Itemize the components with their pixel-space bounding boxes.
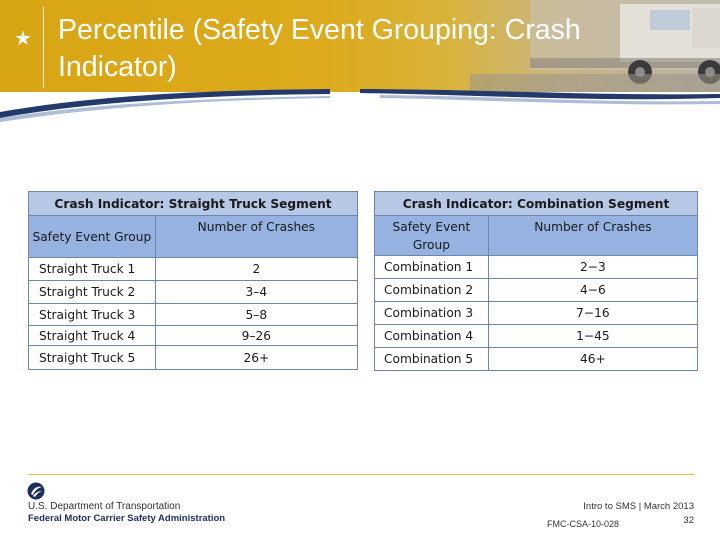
crashes-cell: 2−3 bbox=[488, 256, 697, 279]
table-row bbox=[29, 258, 358, 281]
crashes-cell: 9–26 bbox=[155, 326, 357, 346]
crashes-cell: 1−45 bbox=[488, 325, 697, 348]
page-title: Percentile (Safety Event Grouping: Crash Indicator) bbox=[58, 14, 581, 83]
presentation-info: Intro to SMS | March 2013 bbox=[583, 501, 694, 512]
table-row bbox=[375, 302, 698, 325]
group-cell: Combination 2 bbox=[375, 279, 489, 302]
header-divider bbox=[43, 6, 44, 88]
department-name: U.S. Department of Transportation bbox=[28, 501, 181, 512]
header-swoosh bbox=[0, 86, 720, 126]
crashes-cell: 7−16 bbox=[488, 302, 697, 325]
table-row bbox=[29, 281, 358, 304]
table-row bbox=[375, 279, 698, 302]
group-cell: Straight Truck 4 bbox=[29, 326, 156, 346]
document-code: FMC-CSA-10-028 bbox=[547, 519, 620, 529]
agency-name: Federal Motor Carrier Safety Administration bbox=[28, 513, 226, 524]
crashes-cell: 4−6 bbox=[488, 279, 697, 302]
crashes-cell: 3–4 bbox=[155, 281, 357, 304]
group-cell: Combination 5 bbox=[375, 348, 489, 371]
star-icon: ★ bbox=[14, 26, 32, 50]
column-header-crashes: Number of Crashes bbox=[155, 216, 357, 258]
column-header-group: Safety Event Group bbox=[29, 216, 156, 258]
group-cell: Combination 1 bbox=[375, 256, 489, 279]
table-row bbox=[375, 348, 698, 371]
group-cell: Straight Truck 5 bbox=[29, 346, 156, 370]
table-caption: Crash Indicator: Straight Truck Segment bbox=[29, 192, 358, 216]
crashes-cell: 2 bbox=[155, 258, 357, 281]
table-row bbox=[29, 326, 358, 346]
crashes-cell: 26+ bbox=[155, 346, 357, 370]
crashes-cell: 5–8 bbox=[155, 304, 357, 326]
header-banner bbox=[0, 0, 720, 92]
table-row bbox=[29, 346, 358, 370]
group-cell: Straight Truck 2 bbox=[29, 281, 156, 304]
group-cell: Combination 4 bbox=[375, 325, 489, 348]
dot-logo-icon bbox=[27, 482, 45, 500]
table-row bbox=[375, 325, 698, 348]
group-cell: Combination 3 bbox=[375, 302, 489, 325]
footer-divider bbox=[28, 474, 695, 475]
group-cell: Straight Truck 1 bbox=[29, 258, 156, 281]
table-row bbox=[29, 304, 358, 326]
column-header-group: Safety Event Group bbox=[375, 216, 489, 256]
straight-truck-table bbox=[28, 191, 358, 370]
crashes-cell: 46+ bbox=[488, 348, 697, 371]
page-number: 32 bbox=[683, 515, 694, 526]
table-caption: Crash Indicator: Combination Segment bbox=[375, 192, 698, 216]
group-cell: Straight Truck 3 bbox=[29, 304, 156, 326]
combination-table bbox=[374, 191, 698, 371]
column-header-crashes: Number of Crashes bbox=[488, 216, 697, 256]
table-row bbox=[375, 256, 698, 279]
